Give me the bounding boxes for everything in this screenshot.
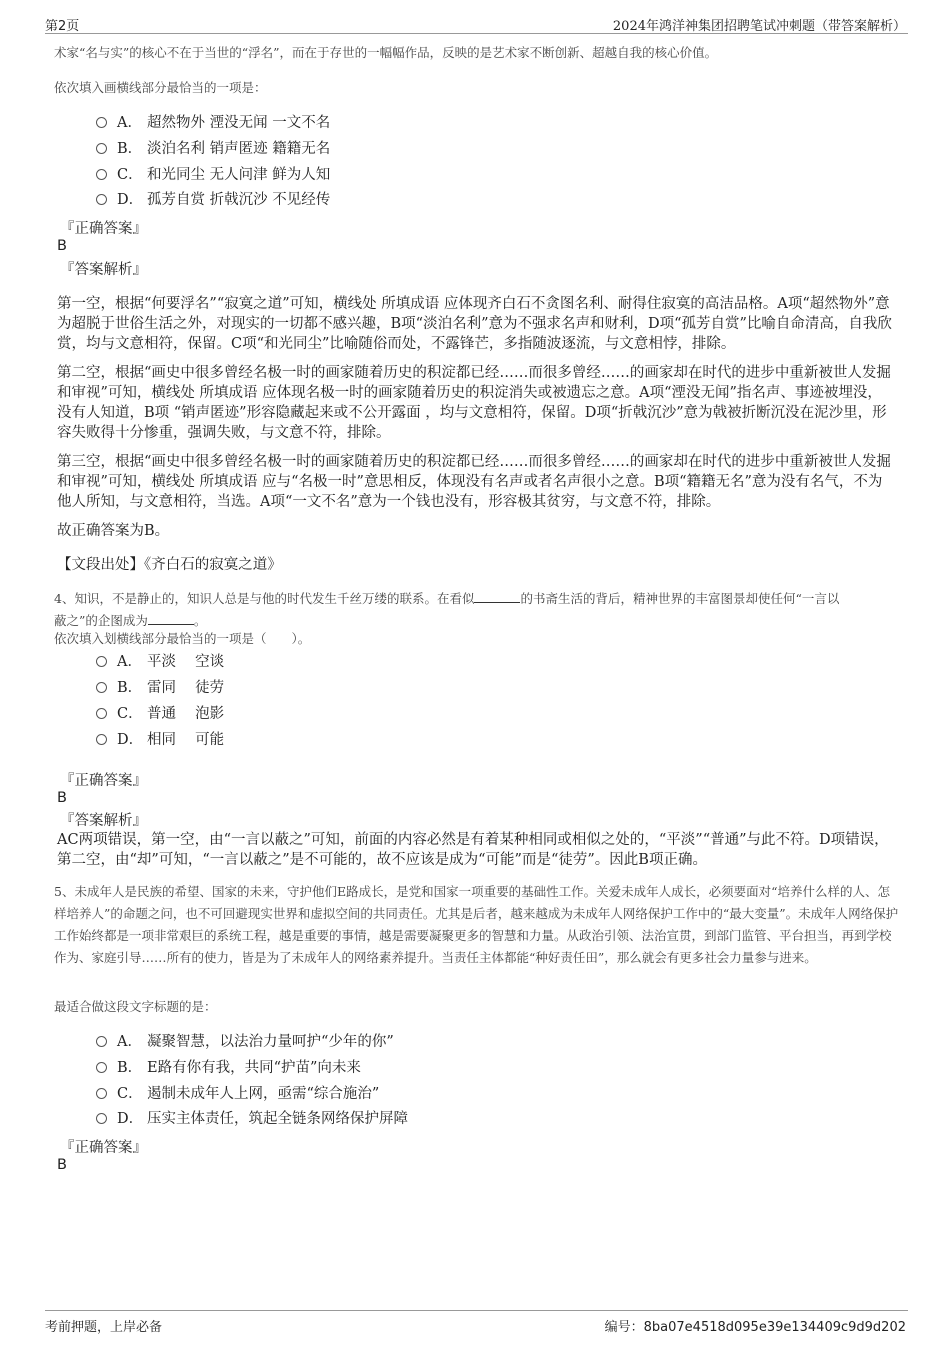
document-title: 2024年鸿洋神集团招聘笔试冲刺题（带答案解析）: [612, 19, 906, 34]
radio-icon[interactable]: [96, 117, 107, 128]
q3-option-b[interactable]: B． 淡泊名利 销声匿迹 籍籍无名: [96, 138, 330, 160]
radio-icon[interactable]: [96, 1113, 107, 1124]
page-header: [45, 13, 908, 34]
q5-answer-label: 『正确答案』: [60, 1140, 147, 1156]
radio-icon[interactable]: [96, 194, 107, 205]
q3-prompt: 依次填入画横线部分最恰当的一项是：: [54, 80, 267, 95]
page-number: 第2页: [45, 19, 80, 34]
q4-analysis-paragraph: AC两项错误，第一空，由“一言以蔽之”可知，前面的内容必然是有着某种相同或相似之处的，“平淡”“普通”与此不符。D项错误，第二空，由“却”可知，“一言以蔽之”是不可能的，故不应该是成为“可能”而是“徒劳”。因此B项正确。: [57, 832, 889, 868]
q5-stem: 5、未成年人是民族的希望、国家的未来，守护他们E路成长，是党和国家一项重要的基础性工作。关爱未成年人成长，必须要面对“培养什么样的人、怎样培养人”的命题之问，也不可回避现实世界和虚拟空间的共同责任。尤其是后者，越来越成为未成年人网络保护工作中的“最大变量”。未成年人网络保护工作始终都是一项非常艰巨的系统工程，越是重要的事情，越是需要凝聚更多的智慧和力量。从政治引领、法治宣贯，到部门监管、平台担当，再到学校作为、家庭引导……所有的使力，皆是为了未成年人的网络素养提升。当责任主体都能“种好责任田”，那么就会有更多社会力量参与进来。: [54, 884, 899, 965]
q4-answer: B: [57, 790, 67, 806]
document-code: 编号：8ba07e4518d095e39e134409c9d9d202: [604, 1320, 906, 1335]
q4-option-b[interactable]: B． 雷同 徒劳: [96, 677, 224, 699]
q3-option-d[interactable]: D． 孤芳自赏 折戟沉沙 不见经传: [96, 189, 330, 211]
q3-source: 【文段出处】《齐白石的寂寞之道》: [57, 557, 282, 573]
q3-analysis-conclusion: 故正确答案为B。: [57, 523, 170, 539]
q4-option-c[interactable]: C． 普通 泡影: [96, 703, 224, 725]
radio-icon[interactable]: [96, 1088, 107, 1099]
q3-analysis-paragraph: 第三空，根据“画史中很多曾经名极一时的画家随着历史的积淀都已经……而很多曾经……的画家却在时代的进步中重新被世人发掘和审视”可知，横线处 所填成语 应与“名极一时”意思相反，体现没有名声或者名声很小之意。B项“籍籍无名”意为没有名气，不为他人所知，与文意相符，当选。A项“一文不名”意为一个钱也没有，形容极其贫穷，与文意不符，排除。: [57, 454, 891, 510]
q3-answer: B: [57, 238, 67, 254]
q4-prompt: 依次填入划横线部分最恰当的一项是（ ）。: [54, 631, 311, 646]
radio-icon[interactable]: [96, 656, 107, 667]
q5-option-a[interactable]: A． 凝聚智慧，以法治力量呵护“少年的你”: [96, 1031, 394, 1053]
q5-option-c[interactable]: C． 遏制未成年人上网，亟需“综合施治”: [96, 1083, 379, 1105]
blank-line: [474, 590, 520, 603]
radio-icon[interactable]: [96, 682, 107, 693]
q3-analysis-paragraph: 第一空，根据“何要浮名”“寂寞之道”可知，横线处 所填成语 应体现齐白石不贪图名利、耐得住寂寞的高洁品格。A项“超然物外”意为超脱于世俗生活之外，对现实的一切都不感兴趣，B项“淡泊名利”意为不强求名声和财利，D项“孤芳自赏”比喻自命清高，自我欣赏，均与文意相符，保留。C项“和光同尘”比喻随俗而处，不露锋芒，多指随波逐流，与文意相悖，排除。: [57, 296, 892, 352]
q3-analysis-paragraph: 第二空，根据“画史中很多曾经名极一时的画家随着历史的积淀都已经……而很多曾经……的画家却在时代的进步中重新被世人发掘和审视”可知，横线处 所填成语 应体现名极一时的画家随着历史的积淀消失或被遗忘之意。A项“湮没无闻”指名声、事迹被埋没，没有人知道，B项 “销声匿迹”形容隐藏起来或不公开露面 ，均与文意相符，保留。D项“折戟沉沙”意为戟被折断沉没在泥沙里，形容失败得十分惨重，强调失败，与文意不符，排除。: [57, 365, 891, 441]
radio-icon[interactable]: [96, 734, 107, 745]
footer-slogan: 考前押题，上岸必备: [45, 1320, 163, 1335]
radio-icon[interactable]: [96, 1062, 107, 1073]
q3-option-a[interactable]: A． 超然物外 湮没无闻 一文不名: [96, 112, 330, 134]
q3-stem-tail: 术家“名与实”的核心不在于当世的“浮名”，而在于存世的一幅幅作品，反映的是艺术家不断创新、超越自我的核心价值。: [54, 45, 718, 60]
q3-option-c[interactable]: C． 和光同尘 无人问津 鲜为人知: [96, 164, 330, 186]
q4-option-d[interactable]: D． 相同 可能: [96, 729, 224, 751]
q5-answer: B: [57, 1157, 67, 1173]
q4-analysis-label: 『答案解析』: [60, 813, 147, 829]
blank-line: [148, 612, 194, 625]
q4-stem: 4、知识，不是静止的，知识人总是与他的时代发生千丝万缕的联系。在看似 的书斋生活的背后，精神世界的丰富图景却使任何“一言以 蔽之”的企图成为 。: [54, 591, 840, 628]
radio-icon[interactable]: [96, 1036, 107, 1047]
q5-option-b[interactable]: B． E路有你有我，共同“护苗”向未来: [96, 1057, 361, 1079]
q3-answer-label: 『正确答案』: [60, 221, 147, 237]
radio-icon[interactable]: [96, 708, 107, 719]
q4-option-a[interactable]: A． 平淡 空谈: [96, 651, 224, 673]
q5-option-d[interactable]: D． 压实主体责任，筑起全链条网络保护屏障: [96, 1108, 408, 1130]
q4-answer-label: 『正确答案』: [60, 773, 147, 789]
q3-analysis-label: 『答案解析』: [60, 262, 147, 278]
page-footer: [45, 1310, 908, 1335]
radio-icon[interactable]: [96, 169, 107, 180]
radio-icon[interactable]: [96, 143, 107, 154]
q5-prompt: 最适合做这段文字标题的是：: [54, 999, 217, 1014]
